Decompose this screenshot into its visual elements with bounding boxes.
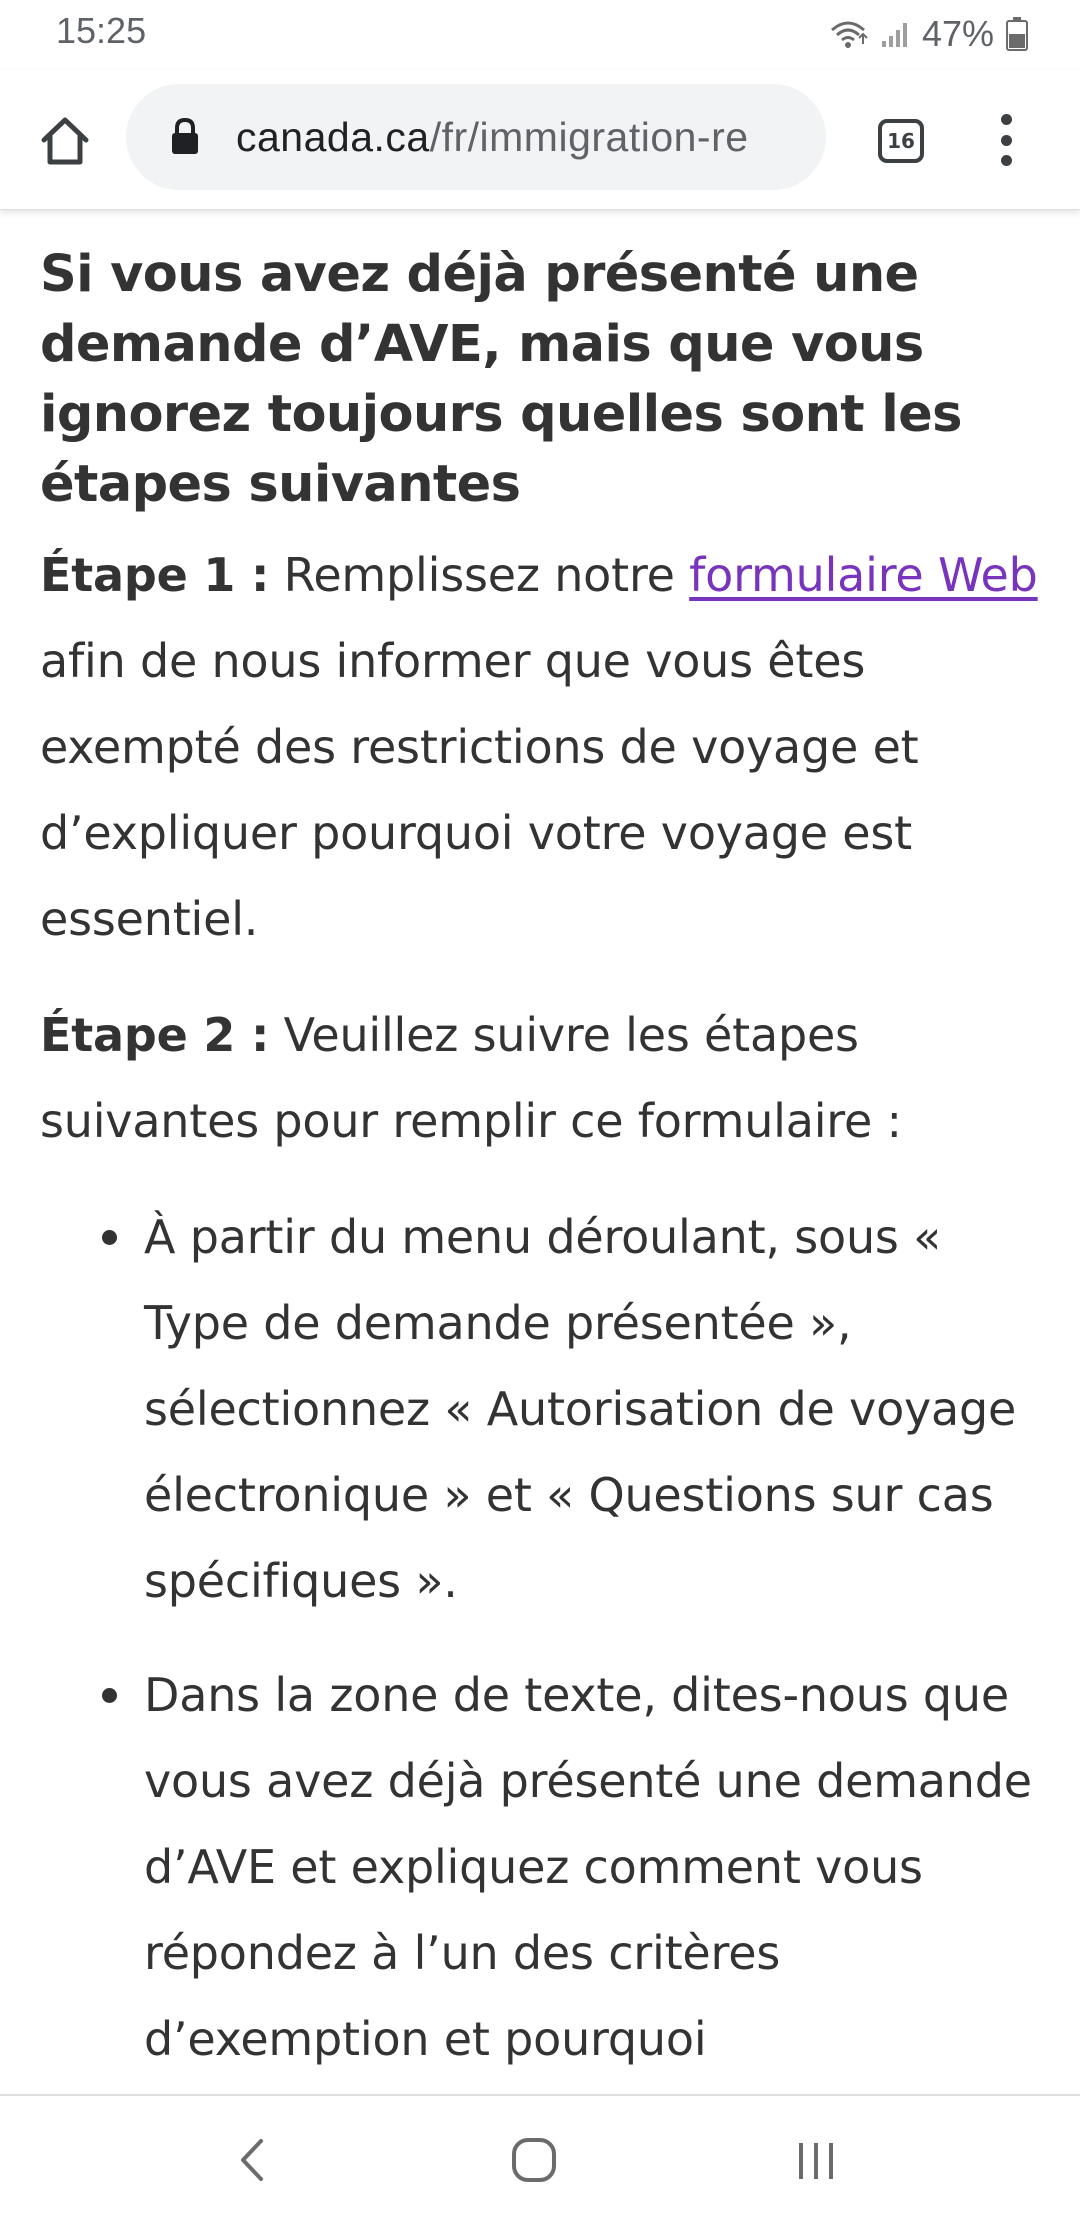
url-text — [236, 114, 749, 161]
status-time: 15:25 — [56, 10, 147, 51]
lock-icon — [170, 117, 202, 157]
step-2-text: Veuillez suivre les étapes suivantes pour remplir ce formulaire : — [40, 1008, 902, 1148]
battery-percent: 47% — [921, 13, 994, 54]
url-path: /fr/immigration-re — [429, 113, 749, 160]
list-item-text: À partir du menu déroulant, sous « Type de demande présentée », sélectionnez « Autorisation de voyage électronique » et « Questions sur cas spécifiques ». — [144, 1210, 1017, 1608]
wifi-icon — [828, 18, 868, 50]
section-title: Si vous avez déjà présenté une demande d’AVE, mais que vous ignorez toujours quelles sont les étapes suivantes — [40, 245, 962, 514]
instructions-list — [40, 1194, 1040, 2082]
more-options-icon-dot — [1001, 155, 1012, 166]
recent-apps-button[interactable] — [776, 2120, 856, 2200]
step-1-text-before: Remplissez notre — [269, 548, 690, 602]
step-1-text-after: afin de nous informer que vous êtes exempté des restrictions de voyage et d’expliquer pourquoi votre voyage est essentiel. — [40, 634, 919, 946]
more-options-icon-dot — [1001, 135, 1012, 146]
status-icons — [828, 12, 1028, 56]
bullet-icon — [102, 1688, 117, 1703]
list-item — [40, 1652, 1040, 2082]
recent-apps-icon — [791, 2135, 841, 2185]
home-button[interactable] — [30, 106, 100, 176]
step-2-label: Étape 2 : — [40, 1008, 270, 1062]
signal-icon — [880, 19, 910, 49]
system-nav-bar — [0, 2094, 1080, 2220]
url-bar[interactable] — [126, 84, 826, 190]
home-icon — [38, 114, 92, 168]
battery-icon — [1006, 17, 1028, 51]
tab-count: 16 — [878, 119, 924, 163]
bullet-icon — [102, 1230, 117, 1245]
status-bar — [0, 0, 1080, 70]
list-item-text: Dans la zone de texte, dites-nous que vous avez déjà présenté une demande d’AVE et expliquez comment vous répondez à l’un des critères d’exemption et pourquoi — [144, 1668, 1032, 2066]
more-options-icon — [1001, 114, 1012, 125]
step-2-paragraph — [40, 992, 1040, 1164]
page-content — [40, 212, 1040, 2092]
browser-toolbar — [0, 70, 1080, 210]
step-1-paragraph — [40, 532, 1040, 962]
step-1-label: Étape 1 : — [40, 548, 270, 602]
back-button[interactable] — [213, 2120, 293, 2200]
home-circle-icon — [509, 2135, 559, 2185]
more-options-button[interactable] — [984, 108, 1028, 172]
home-nav-button[interactable] — [494, 2120, 574, 2200]
back-icon — [233, 2135, 273, 2185]
list-item — [40, 1194, 1040, 1624]
url-domain: canada.ca — [236, 113, 430, 160]
web-form-link[interactable]: formulaire Web — [689, 548, 1038, 602]
tab-switcher-button[interactable] — [874, 114, 928, 168]
